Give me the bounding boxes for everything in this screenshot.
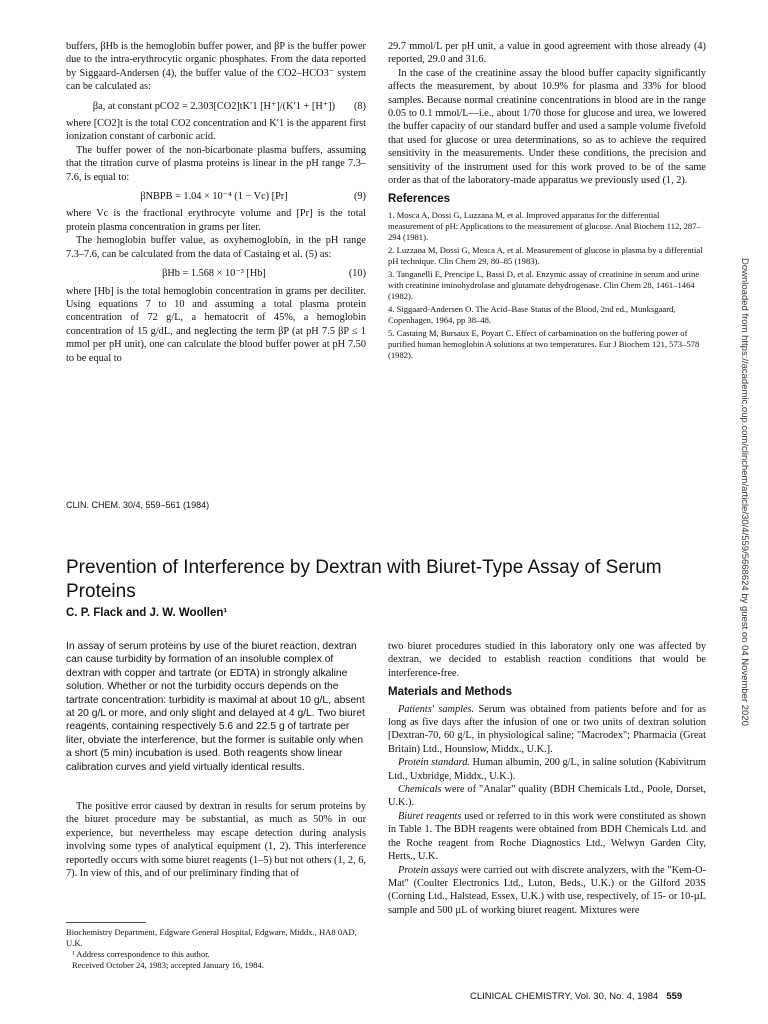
methods-protein-standard: Protein standard. Human albumin, 200 g/L, in saline solution (Kabivitrum Ltd., Uxbridge, Middx., U.K.). <box>388 757 706 782</box>
methods-heading: Materials and Methods <box>388 686 512 699</box>
prev-right-p1: 29.7 mmol/L per pH unit, a value in good agreement with those already (4) reported, 29.0 and 31.6. <box>388 41 706 66</box>
article-abstract-block <box>66 640 366 774</box>
equation-9-expr: βNBPB = 1.04 × 10⁻⁴ (1 − Vc) [Pr] <box>140 191 288 203</box>
prev-left-p5: The hemoglobin buffer value, as oxyhemoglobin, in the pH range 7.3–7.6, can be calculated from the data of Castaing et al. (5) as: <box>66 235 366 260</box>
methods-lead: Biuret reagents <box>398 810 462 822</box>
article-title: Prevention of Interference by Dextran with Biuret-Type Assay of Serum Proteins <box>66 557 662 602</box>
methods-lead: Patients' samples. <box>398 703 475 715</box>
article-abstract: In assay of serum proteins by use of the biuret reaction, dextran can cause turbidity by formation of an insoluble complex of dextran with copper and tartrate (or EDTA) in strongly alkaline solution. Whether or not the turbidity occurs depends on the tartrate concentration: turbidity is maximal at about 10 g/L, absent at 20 g/L or more, and only slight and delayed at 4 g/L. Two biuret reagents, containing respectively 5.6 and 22.5 g of tartrate per liter, obviate the interference, but the former is suitable only when a short (5 min) incubation is used. Both reagents show linear calibration curves and yield virtually identical results. <box>66 641 365 773</box>
article-right-intro: two biuret procedures studied in this laboratory only one was affected by dextran, we decided to establish reaction conditions that would be interference-free. <box>388 641 706 679</box>
footnote-dates: Received October 24, 1983; accepted January 16, 1984. <box>72 960 264 970</box>
page-number: 559 <box>666 991 683 1002</box>
reference-item: 2. Luzzana M, Dossi G, Mosca A, et al. Measurement of glucose in plasma by a differential pH technique. Clin Chem 29, 80–85 (1983). <box>388 244 703 266</box>
footer-journal: CLINICAL CHEMISTRY, Vol. 30, No. 4, 1984 <box>470 991 659 1002</box>
reference-item: 3. Tanganelli E, Prencipe L, Bassi D, et al. Enzymic assay of creatinine in serum and urine with creatinine iminohydrolase and glutamate dehydrogenase. Clin Chem 28, 1461–1464 (1982). <box>388 268 700 301</box>
prev-left-p6: where [Hb] is the total hemoglobin concentration in grams per deciliter. Using equations 7 to 10 and assuming a total plasma protein concentration of 72 g/L, a hematocrit of 45%, a hemoglobin concentration of 15 g/dL, and neglecting the term βP (at pH 7.5 βP ≤ 1 mmol per pH unit), one can calculate the blood buffer power at pH 7.50 to be equal to <box>66 285 366 364</box>
article-intro: The positive error caused by dextran in results for serum proteins by the biuret procedure may be substantial, as much as 50% in our experience, but nevertheless may escape detection during analysis involving some types of analytical equipment (1, 2). This interference reportedly occurs with some biuret reagents (1–5) but not others (1, 2, 6, 7). In view of this, and of our preliminary finding that of <box>66 801 366 880</box>
methods-lead: Protein standard. <box>398 757 470 769</box>
references-heading: References <box>388 193 451 206</box>
methods-biuret-reagents: Biuret reagents used or referred to in this work were constituted as shown in Table 1. The BDH reagents were obtained from BDH Chemicals Ltd. and the Roche reagent from Roche Diagnostics Ltd., Welwyn Garden City, Herts., U.K. <box>388 810 706 863</box>
download-watermark <box>738 258 750 726</box>
prev-left-p4: where Vc is the fractional erythrocyte volume and [Pr] is the total protein plasma concentration in grams per liter. <box>66 208 366 233</box>
footnote-divider <box>66 922 146 923</box>
equation-8-expr: βa, at constant pCO2 = 2.303[CO2]tK′1 [H⁺]/(K′1 + [H⁺]) <box>92 100 336 112</box>
methods-lead: Chemicals <box>398 784 442 796</box>
reference-item: 1. Mosca A, Dossi G, Luzzana M, et al. Improved apparatus for the differential measurement of pH: Applications to the measurement of glucose. Anal Biochem 112, 287–294 (1981). <box>388 209 701 242</box>
methods-chemicals: Chemicals were of "Analar" quality (BDH Chemicals Ltd., Poole, Dorset, U.K.). <box>388 784 706 809</box>
article-footnotes <box>66 922 366 971</box>
prev-left-p2: where [CO2]t is the total CO2 concentration and K′1 is the apparent first ionization constant of carbonic acid. <box>66 118 366 143</box>
prev-left-p1: buffers, βHb is the hemoglobin buffer power, and βP is the buffer power due to the intra-erythrocytic organic phosphates. From the data reported by Siggaard-Andersen (4), the buffer value of the CO2–HCO3⁻ system can be calculated as: <box>66 41 366 93</box>
equation-9-number: (9) <box>353 191 366 203</box>
methods-lead: Protein assays <box>398 864 459 876</box>
page-footer <box>470 991 682 1002</box>
equation-10-number: (10) <box>348 268 366 280</box>
equation-10 <box>66 267 366 280</box>
equation-8 <box>66 100 366 113</box>
prev-left-column <box>66 40 366 365</box>
download-watermark-text: Downloaded from https://academic.oup.com/clinchem/article/30/4/559/5668624 by guest on 04 November 2020 <box>739 258 750 726</box>
article-authors: C. P. Flack and J. W. Woollen¹ <box>66 607 228 619</box>
journal-citation-line: CLIN. CHEM. 30/4, 559–561 (1984) <box>66 500 210 510</box>
equation-9 <box>66 190 366 203</box>
prev-left-p3: The buffer power of the non-bicarbonate plasma buffers, assuming that the titration curve of plasma proteins is linear in the pH range 7.3–7.6, is equal to: <box>66 144 366 183</box>
equation-8-number: (8) <box>353 100 366 112</box>
methods-protein-assays: Protein assays were carried out with discrete analyzers, with the "Kem-O-Mat" (Coulter Electronics Ltd., Luton, Beds., U.K.) or the Gilford 203S (Corning Ltd., Halstead, Essex, U.K.) with use, respectively, of 15- or 10-µL sample and 500 µL of working biuret reagent. Mixtures were <box>388 864 706 916</box>
reference-item: 5. Castaing M, Bursaux E, Poyart C. Effect of carbamination on the buffering power of purified human hemoglobin A solutions at two temperatures. Eur J Biochem 121, 573–578 (1982). <box>388 327 700 360</box>
article-right-column <box>388 640 706 917</box>
prev-right-column <box>388 40 706 363</box>
methods-patients-samples: Patients' samples. Serum was obtained from patients before and for as long as five days after the infusion of one or two units of dextran solution [Dextran-70, 60 g/L, in physiological saline; "Macrodex"; Pharmacia (Great Britain) Ltd., Hounslow, Middx., U.K.]. <box>388 703 707 755</box>
article-left-column <box>66 800 366 880</box>
prev-right-p2: In the case of the creatinine assay the blood buffer capacity significantly affects the measurement, by about 10.9% for plasma and 33% for blood samples. Because normal creatinine concentrations in blood are in the range 0.05 to 0.1 mmol/L—i.e., about 1/70 those for glucose and urea, we lowered the buffer capacity of our standard buffer and used a sample volume fivefold that used for glucose or urea determinations, so as to achieve the required sensitivity in the measurements. Under these conditions, the precision and sensitivity of the instrument used for this work proved to be of the same order as that of the laboratory-made apparatus we previously used (1, 2). <box>388 67 706 187</box>
footnote-correspondence: ¹ Address correspondence to this author. <box>72 949 210 959</box>
footnote-affiliation: Biochemistry Department, Edgware General Hospital, Edgware, Middx., HA8 0AD, U.K. <box>66 927 357 948</box>
references-list <box>388 210 706 361</box>
reference-item: 4. Siggaard-Andersen O. The Acid–Base Status of the Blood, 2nd ed., Munksgaard, Copenhagen, 1964, pp 38–48. <box>388 303 676 325</box>
equation-10-expr: βHb = 1.568 × 10⁻³ [Hb] <box>162 268 266 280</box>
